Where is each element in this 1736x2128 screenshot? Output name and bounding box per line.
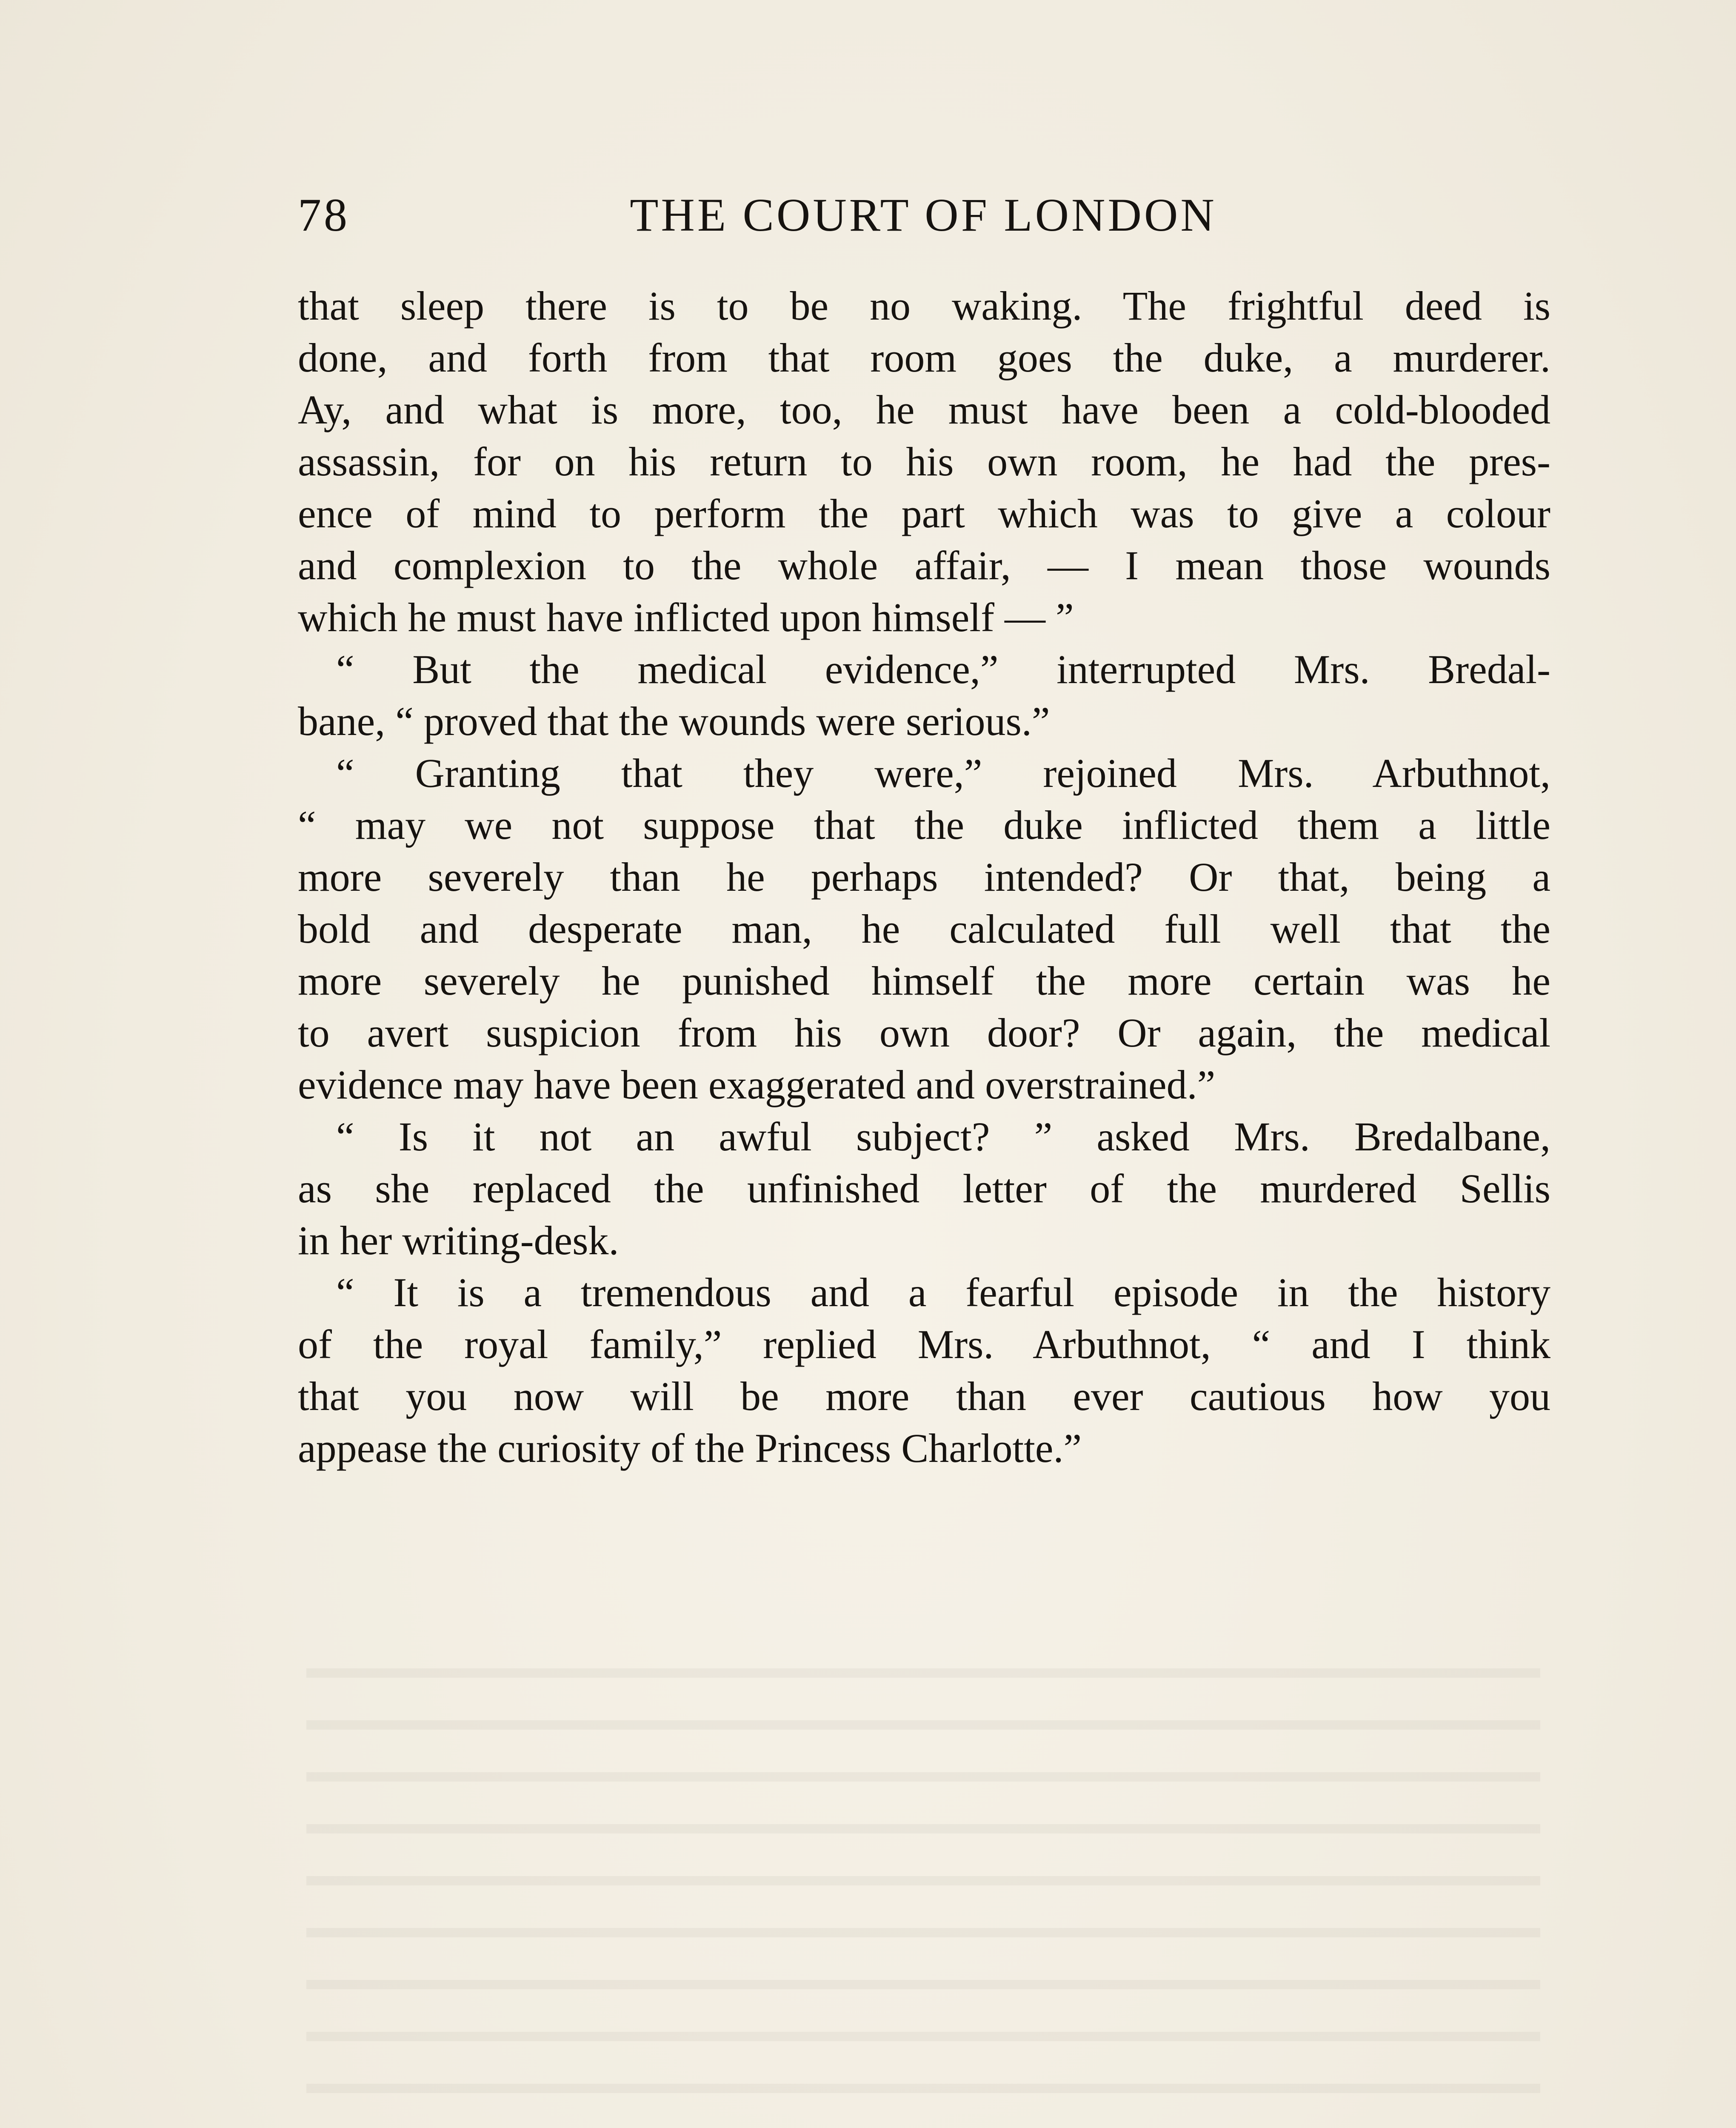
text-line: which he must have inflicted upon himself — ” bbox=[298, 595, 1074, 640]
text-line: “ But the medical evidence,” interrupted Mrs. Bredal- bbox=[336, 646, 1550, 692]
page-number: 78 bbox=[298, 189, 350, 241]
text-line: appease the curiosity of the Princess Charlotte.” bbox=[298, 1425, 1082, 1471]
text-line: that sleep there is to be no waking. The frightful deed is bbox=[298, 283, 1550, 329]
text-line: Ay, and what is more, too, he must have been a cold-blooded bbox=[298, 387, 1550, 432]
text-line: evidence may have been exaggerated and overstrained.” bbox=[298, 1062, 1216, 1107]
text-line: assassin, for on his return to his own room, he had the pres- bbox=[298, 439, 1550, 484]
text-line: “ Is it not an awful subject? ” asked Mrs. Bredalbane, bbox=[336, 1114, 1550, 1159]
text-line: more severely than he perhaps intended? Or that, being a bbox=[298, 854, 1550, 900]
text-line: to avert suspicion from his own door? Or again, the medical bbox=[298, 1010, 1550, 1055]
text-line: “ may we not suppose that the duke inflicted them a little bbox=[298, 802, 1550, 848]
text-line: and complexion to the whole affair, — I mean those wounds bbox=[298, 543, 1550, 588]
text-line: that you now will be more than ever cautious how you bbox=[298, 1373, 1550, 1419]
text-line: ence of mind to perform the part which was to give a colour bbox=[298, 491, 1550, 536]
text-line: done, and forth from that room goes the duke, a murderer. bbox=[298, 335, 1550, 380]
text-line: of the royal family,” replied Mrs. Arbuthnot, “ and I think bbox=[298, 1321, 1550, 1367]
text-line: bold and desperate man, he calculated full well that the bbox=[298, 906, 1550, 952]
text-line: “ It is a tremendous and a fearful episode in the history bbox=[336, 1270, 1550, 1315]
show-through-bleed bbox=[306, 1639, 1540, 2128]
text-line: more severely he punished himself the more certain was he bbox=[298, 958, 1550, 1004]
body-text bbox=[298, 280, 1550, 1474]
text-line: bane, “ proved that the wounds were serious.” bbox=[298, 698, 1050, 744]
text-line: as she replaced the unfinished letter of the murdered Sellis bbox=[298, 1166, 1550, 1211]
text-line: “ Granting that they were,” rejoined Mrs. Arbuthnot, bbox=[336, 750, 1550, 796]
page-header bbox=[298, 181, 1550, 249]
running-head: THE COURT OF LONDON bbox=[630, 189, 1217, 241]
text-line: in her writing-desk. bbox=[298, 1218, 619, 1263]
